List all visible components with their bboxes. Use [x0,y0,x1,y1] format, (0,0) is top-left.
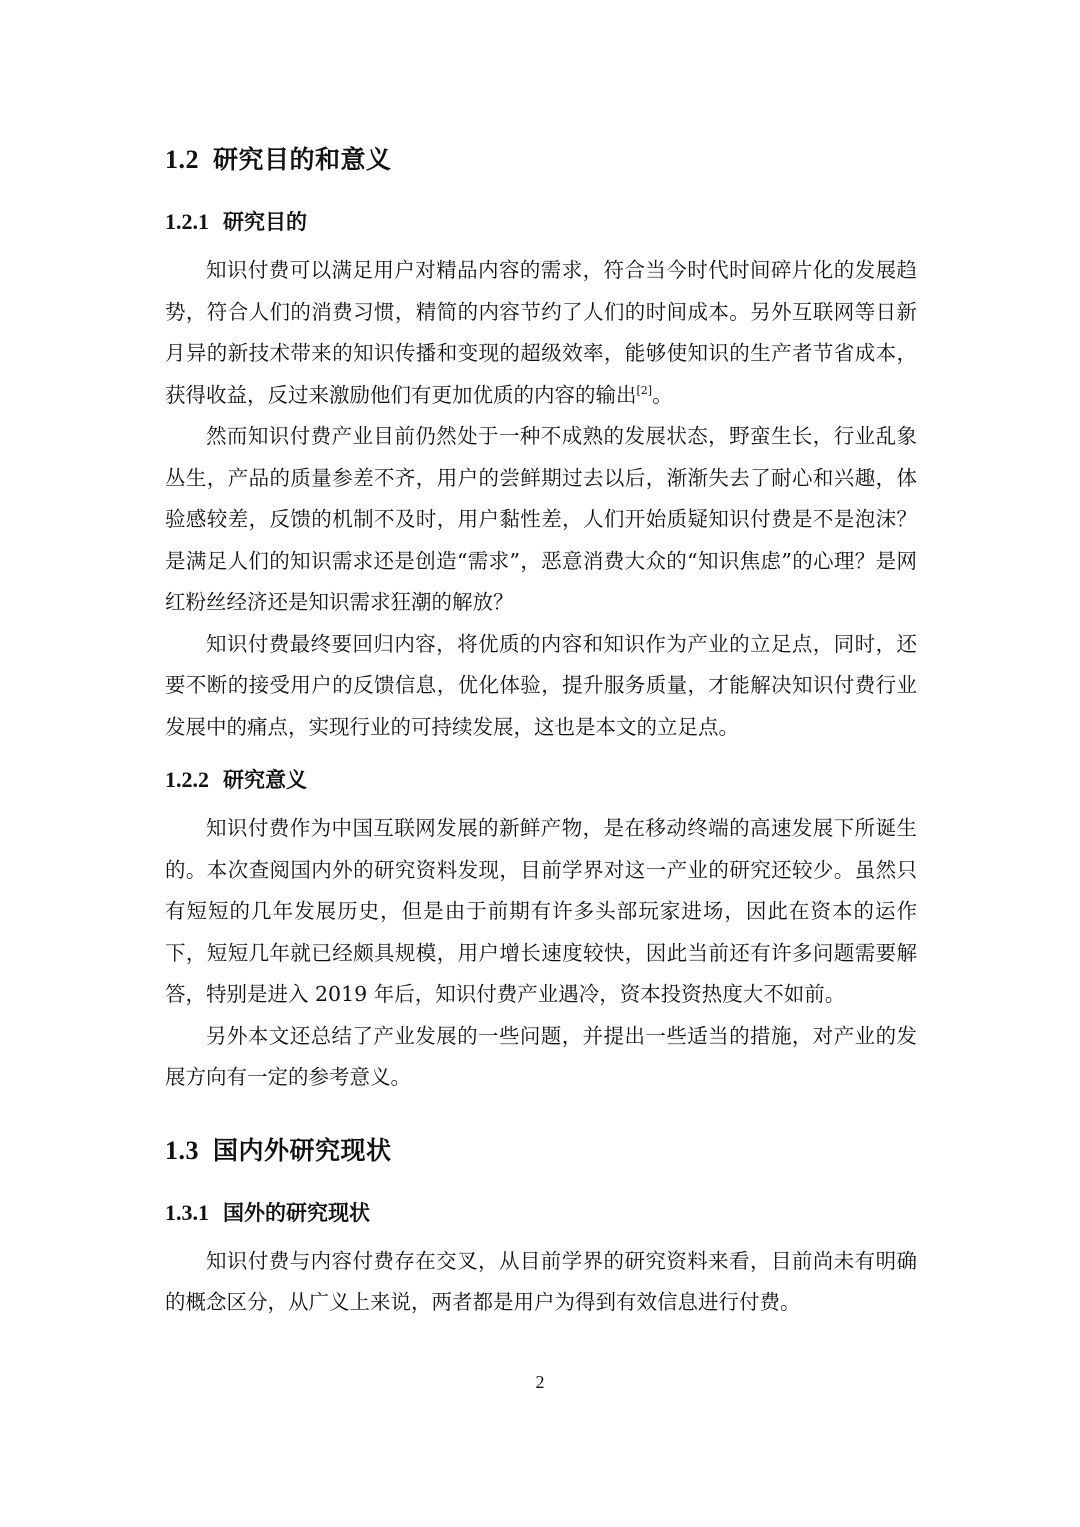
section-number: 1.3.1 [165,1199,209,1225]
paragraph: 知识付费作为中国互联网发展的新鲜产物，是在移动终端的高速发展下所诞生的。本次查阅国内外的研究资料发现，目前学界对这一产业的研究还较少。虽然只有短短的几年发展历史，但是由于前期有许多头部玩家进场，因此在资本的运作下，短短几年就已经颇具规模，用户增长速度较快，因此当前还有许多问题需要解答，特别是进入 2019 年后，知识付费产业遇冷，资本投资热度大不如前。 [165,816,917,1006]
section-number: 1.2 [165,145,199,174]
paragraph: 另外本文还总结了产业发展的一些问题，并提出一些适当的措施，对产业的发展方向有一定的参考意义。 [165,1023,917,1089]
citation-reference: [2] [636,383,653,397]
section-title: 研究目的和意义 [213,145,392,174]
section-heading-1-2-1 [165,200,917,244]
section-title: 研究目的 [223,210,307,234]
paragraph: 知识付费与内容付费存在交叉，从目前学界的研究资料来看，目前尚未有明确的概念区分，从广义上来说，两者都是用户为得到有效信息进行付费。 [165,1248,917,1314]
section-number: 1.2.1 [165,209,209,234]
section-number: 1.2.2 [165,767,209,792]
page-number: 2 [535,1372,545,1392]
section-title: 国内外研究现状 [213,1135,392,1165]
paragraph: 知识付费最终要回归内容，将优质的内容和知识作为产业的立足点，同时，还要不断的接受用户的反馈信息，优化体验，提升服务质量，才能解决知识付费行业发展中的痛点，实现行业的可持续发展，这也是本文的立足点。 [165,631,917,739]
paragraph-end-punctuation: 。 [652,382,673,407]
section-title: 国外的研究现状 [223,1200,370,1225]
paragraph-text: 知识付费可以满足用户对精品内容的需求，符合当今时代时间碎片化的发展趋势，符合人们的消费习惯，精简的内容节约了人们的时间成本。另外互联网等日新月异的新技术带来的知识传播和变现的超级效率，能够使知识的生产者节省成本，获得收益，反过来激励他们有更加优质的内容的输出 [165,258,917,407]
paragraph [165,250,917,416]
paragraph: 然而知识付费产业目前仍然处于一种不成熟的发展状态，野蛮生长，行业乱象丛生，产品的质量参差不齐，用户的尝鲜期过去以后，渐渐失去了耐心和兴趣，体验感较差，反馈的机制不及时，用户黏性差，人们开始质疑知识付费是不是泡沫？是满足人们的知识需求还是创造“需求”，恶意消费大众的“知识焦虑”的心理？是网红粉丝经济还是知识需求狂潮的解放？ [165,424,917,614]
page-body [165,134,917,1324]
section-heading-1-2 [165,134,917,186]
section-heading-1-2-2 [165,758,917,802]
section-heading-1-3 [165,1125,917,1177]
section-title: 研究意义 [223,768,307,792]
section-heading-1-3-1 [165,1191,917,1235]
section-number: 1.3 [165,1135,199,1165]
